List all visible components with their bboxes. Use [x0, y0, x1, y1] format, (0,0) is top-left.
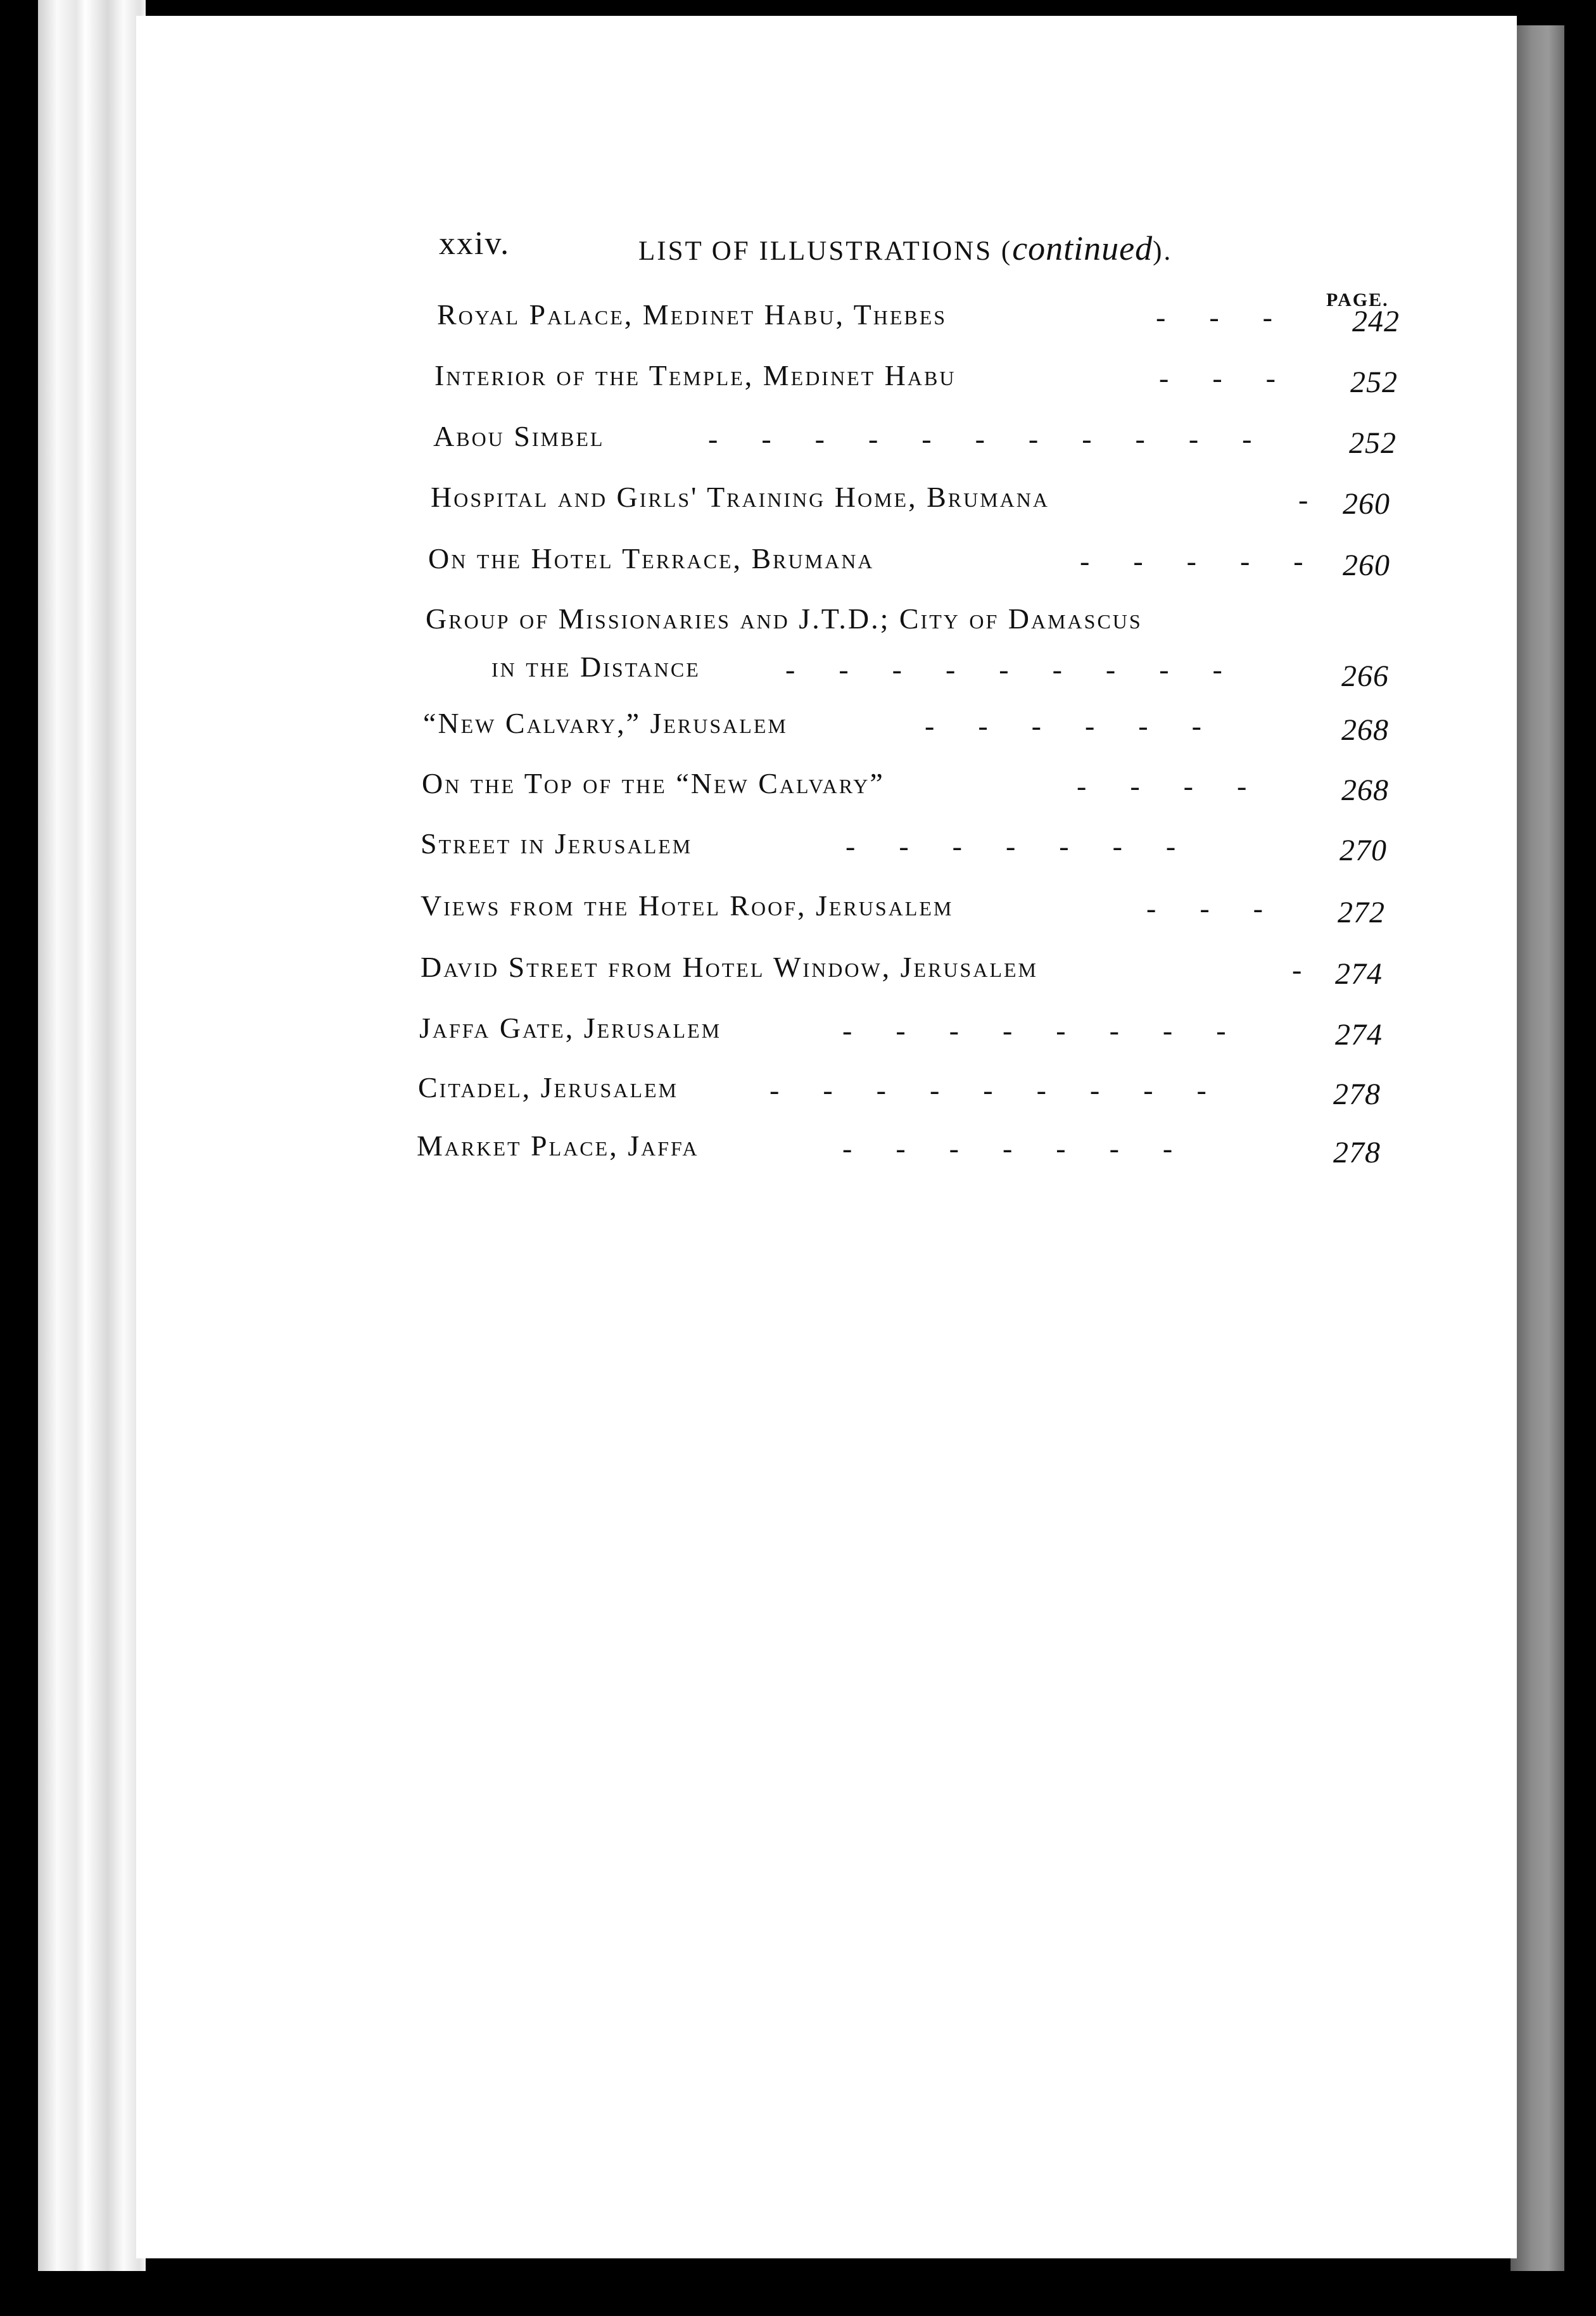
- list-item: [0, 359, 1457, 409]
- dot-leader: - - - - - -: [925, 709, 1201, 742]
- list-item: [0, 1071, 1457, 1121]
- entry-caption: Market Place, Jaffa: [417, 1129, 699, 1162]
- entry-caption: Royal Palace, Medinet Habu, Thebes: [437, 298, 947, 331]
- dot-leader: - - -: [1159, 362, 1276, 394]
- entry-page: 274: [1335, 1018, 1383, 1052]
- page-column-label: PAGE.: [1326, 290, 1389, 310]
- entry-page: 278: [1333, 1078, 1381, 1111]
- folio: xxiv.: [439, 226, 510, 262]
- entry-page: 260: [1343, 487, 1390, 521]
- list-item: [0, 889, 1457, 939]
- entry-caption: David Street from Hotel Window, Jerusalem: [421, 951, 1038, 983]
- entry-page: 252: [1349, 426, 1396, 460]
- entry-page: 266: [1341, 659, 1389, 693]
- dot-leader: -: [1298, 483, 1308, 516]
- dot-leader: - - -: [1156, 301, 1272, 333]
- dot-leader: - - - - - - - - - - -: [708, 423, 1252, 455]
- list-item: [0, 1129, 1457, 1180]
- running-title-close: ).: [1153, 236, 1173, 266]
- entry-caption-continued: in the Distance: [491, 651, 700, 683]
- entry-caption: Group of Missionaries and J.T.D.; City of Damascus: [426, 602, 1143, 635]
- list-item: [0, 950, 1457, 1001]
- entry-caption: “New Calvary,” Jerusalem: [423, 707, 788, 739]
- entry-caption: Street in Jerusalem: [421, 827, 693, 860]
- list-item: [0, 706, 1457, 757]
- dot-leader: - - - -: [1077, 770, 1247, 802]
- entry-caption: Hospital and Girls' Training Home, Brumana: [431, 481, 1050, 513]
- list-item: [0, 419, 1457, 470]
- entry-page: 270: [1340, 834, 1387, 867]
- dot-leader: - - - - -: [1080, 545, 1303, 577]
- dot-leader: - - -: [1146, 892, 1263, 924]
- entry-caption: Jaffa Gate, Jerusalem: [419, 1012, 722, 1044]
- entry-page: 268: [1341, 773, 1389, 807]
- entry-caption: On the Hotel Terrace, Brumana: [428, 542, 875, 575]
- entry-page: 260: [1343, 549, 1390, 582]
- dot-leader: - - - - - - - - -: [785, 653, 1222, 685]
- list-item: [0, 827, 1457, 877]
- entry-caption: Abou Simbel: [433, 420, 605, 452]
- list-item: [0, 1011, 1457, 1062]
- dot-leader: - - - - - - -: [842, 1132, 1173, 1164]
- dot-leader: - - - - - - - - -: [770, 1074, 1206, 1106]
- dot-leader: - - - - - - -: [846, 830, 1176, 862]
- dot-leader: -: [1292, 953, 1302, 986]
- entry-caption: On the Top of the “New Calvary”: [422, 767, 885, 799]
- entry-page: 274: [1335, 957, 1383, 991]
- entry-page: 278: [1333, 1136, 1381, 1169]
- list-item: [0, 298, 1457, 348]
- list-item: [0, 602, 1457, 697]
- running-title-italic: continued: [1012, 229, 1153, 267]
- entry-page: 268: [1341, 713, 1389, 747]
- running-title-text: LIST OF ILLUSTRATIONS (: [638, 236, 1013, 266]
- list-item: [0, 767, 1457, 817]
- entry-caption: Interior of the Temple, Medinet Habu: [434, 359, 956, 391]
- entry-page: 272: [1338, 896, 1385, 929]
- dot-leader: - - - - - - - -: [842, 1014, 1226, 1047]
- list-item: [0, 542, 1457, 592]
- entry-page: 242: [1352, 305, 1400, 338]
- entry-caption: Views from the Hotel Roof, Jerusalem: [421, 889, 954, 922]
- entry-caption: Citadel, Jerusalem: [418, 1071, 678, 1104]
- entry-page: 252: [1350, 366, 1398, 399]
- list-item: [0, 480, 1457, 531]
